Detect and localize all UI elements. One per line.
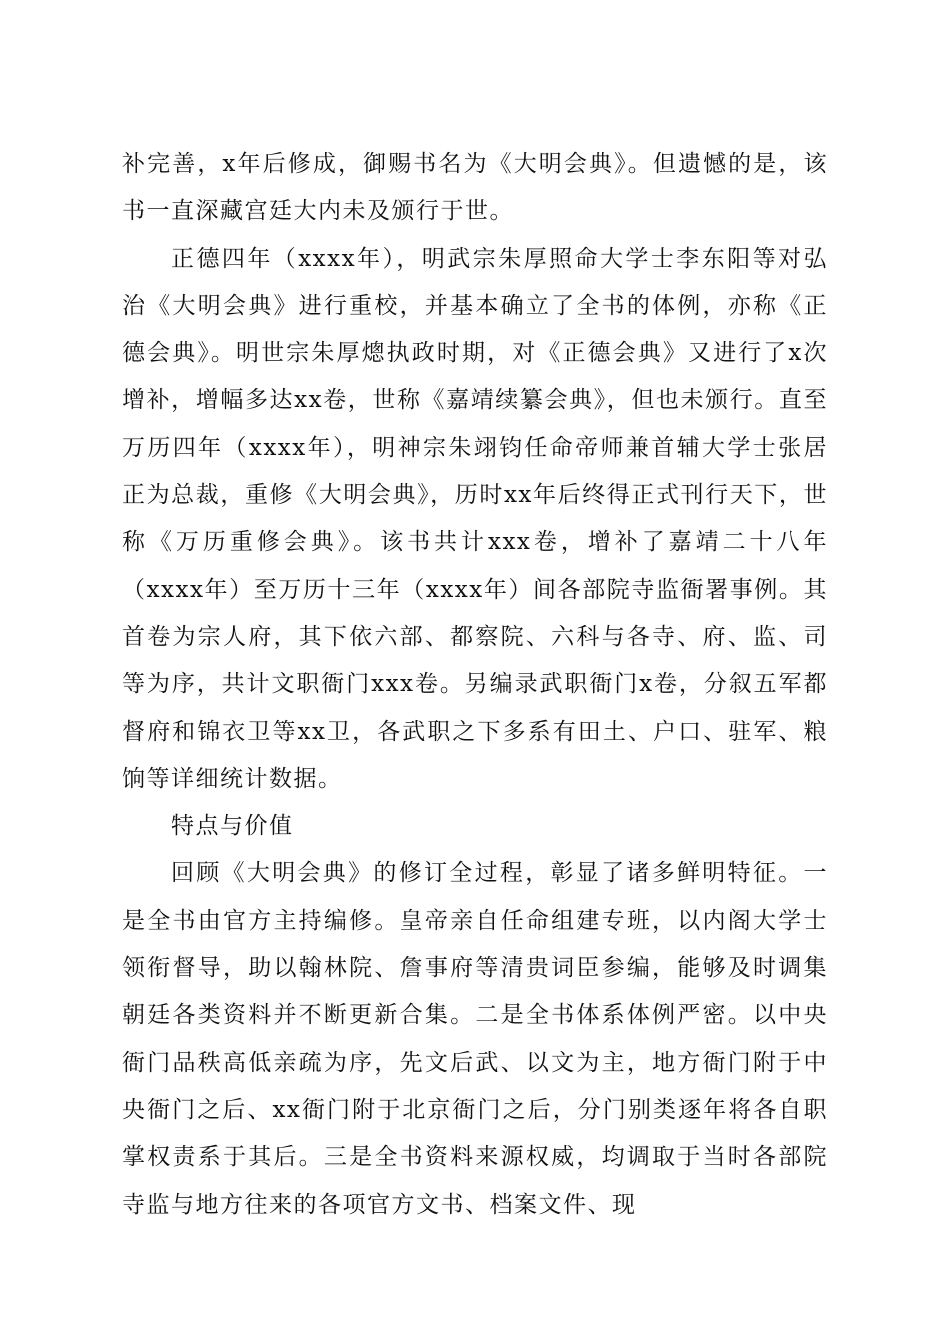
paragraph-zhengde-history: 正德四年（xxxx年），明武宗朱厚照命大学士李东阳等对弘治《大明会典》进行重校，并基本确立了全书的体例，亦称《正德会典》。明世宗朱厚熜执政时期，对《正德会典》又进行了x次增补，增幅多达xx卷，世称《嘉靖续纂会典》，但也未颁行。直至万历四年（xxxx年），明神宗朱翊钧任命帝师兼首辅大学士张居正为总裁，重修《大明会典》，历时xx年后终得正式刊行天下，世称《万历重修会典》。该书共计xxx卷，增补了嘉靖二十八年（xxxx年）至万历十三年（xxxx年）间各部院寺监衙署事例。其首卷为宗人府，其下依六部、都察院、六科与各寺、府、监、司等为序，共计文职衙门xxx卷。另编录武职衙门x卷，分叙五军都督府和锦衣卫等xx卫，各武职之下多系有田土、户口、驻军、粮饷等详细统计数据。 — [122, 245, 828, 792]
paragraph-continuation: 补完善，x年后修成，御赐书名为《大明会典》。但遗憾的是，该书一直深藏宫廷大内未及颁行于世。 — [122, 151, 828, 225]
section-heading-features-value: 特点与价值 — [171, 813, 294, 840]
paragraph-features: 回顾《大明会典》的修订全过程，彰显了诸多鲜明特征。一是全书由官方主持编修。皇帝亲自任命组建专班，以内阁大学士领衔督导，助以翰林院、詹事府等清贵词臣参编，能够及时调集朝廷各类资料并不断更新合集。二是全书体系体例严密。以中央衙门品秩高低亲疏为序，先文后武、以文为主，地方衙门附于中央衙门之后、xx衙门附于北京衙门之后，分门别类逐年将各自职掌权责系于其后。三是全书资料来源权威，均调取于当时各部院寺监与地方往来的各项官方文书、档案文件、现 — [122, 860, 828, 1218]
document-body — [122, 141, 828, 1229]
